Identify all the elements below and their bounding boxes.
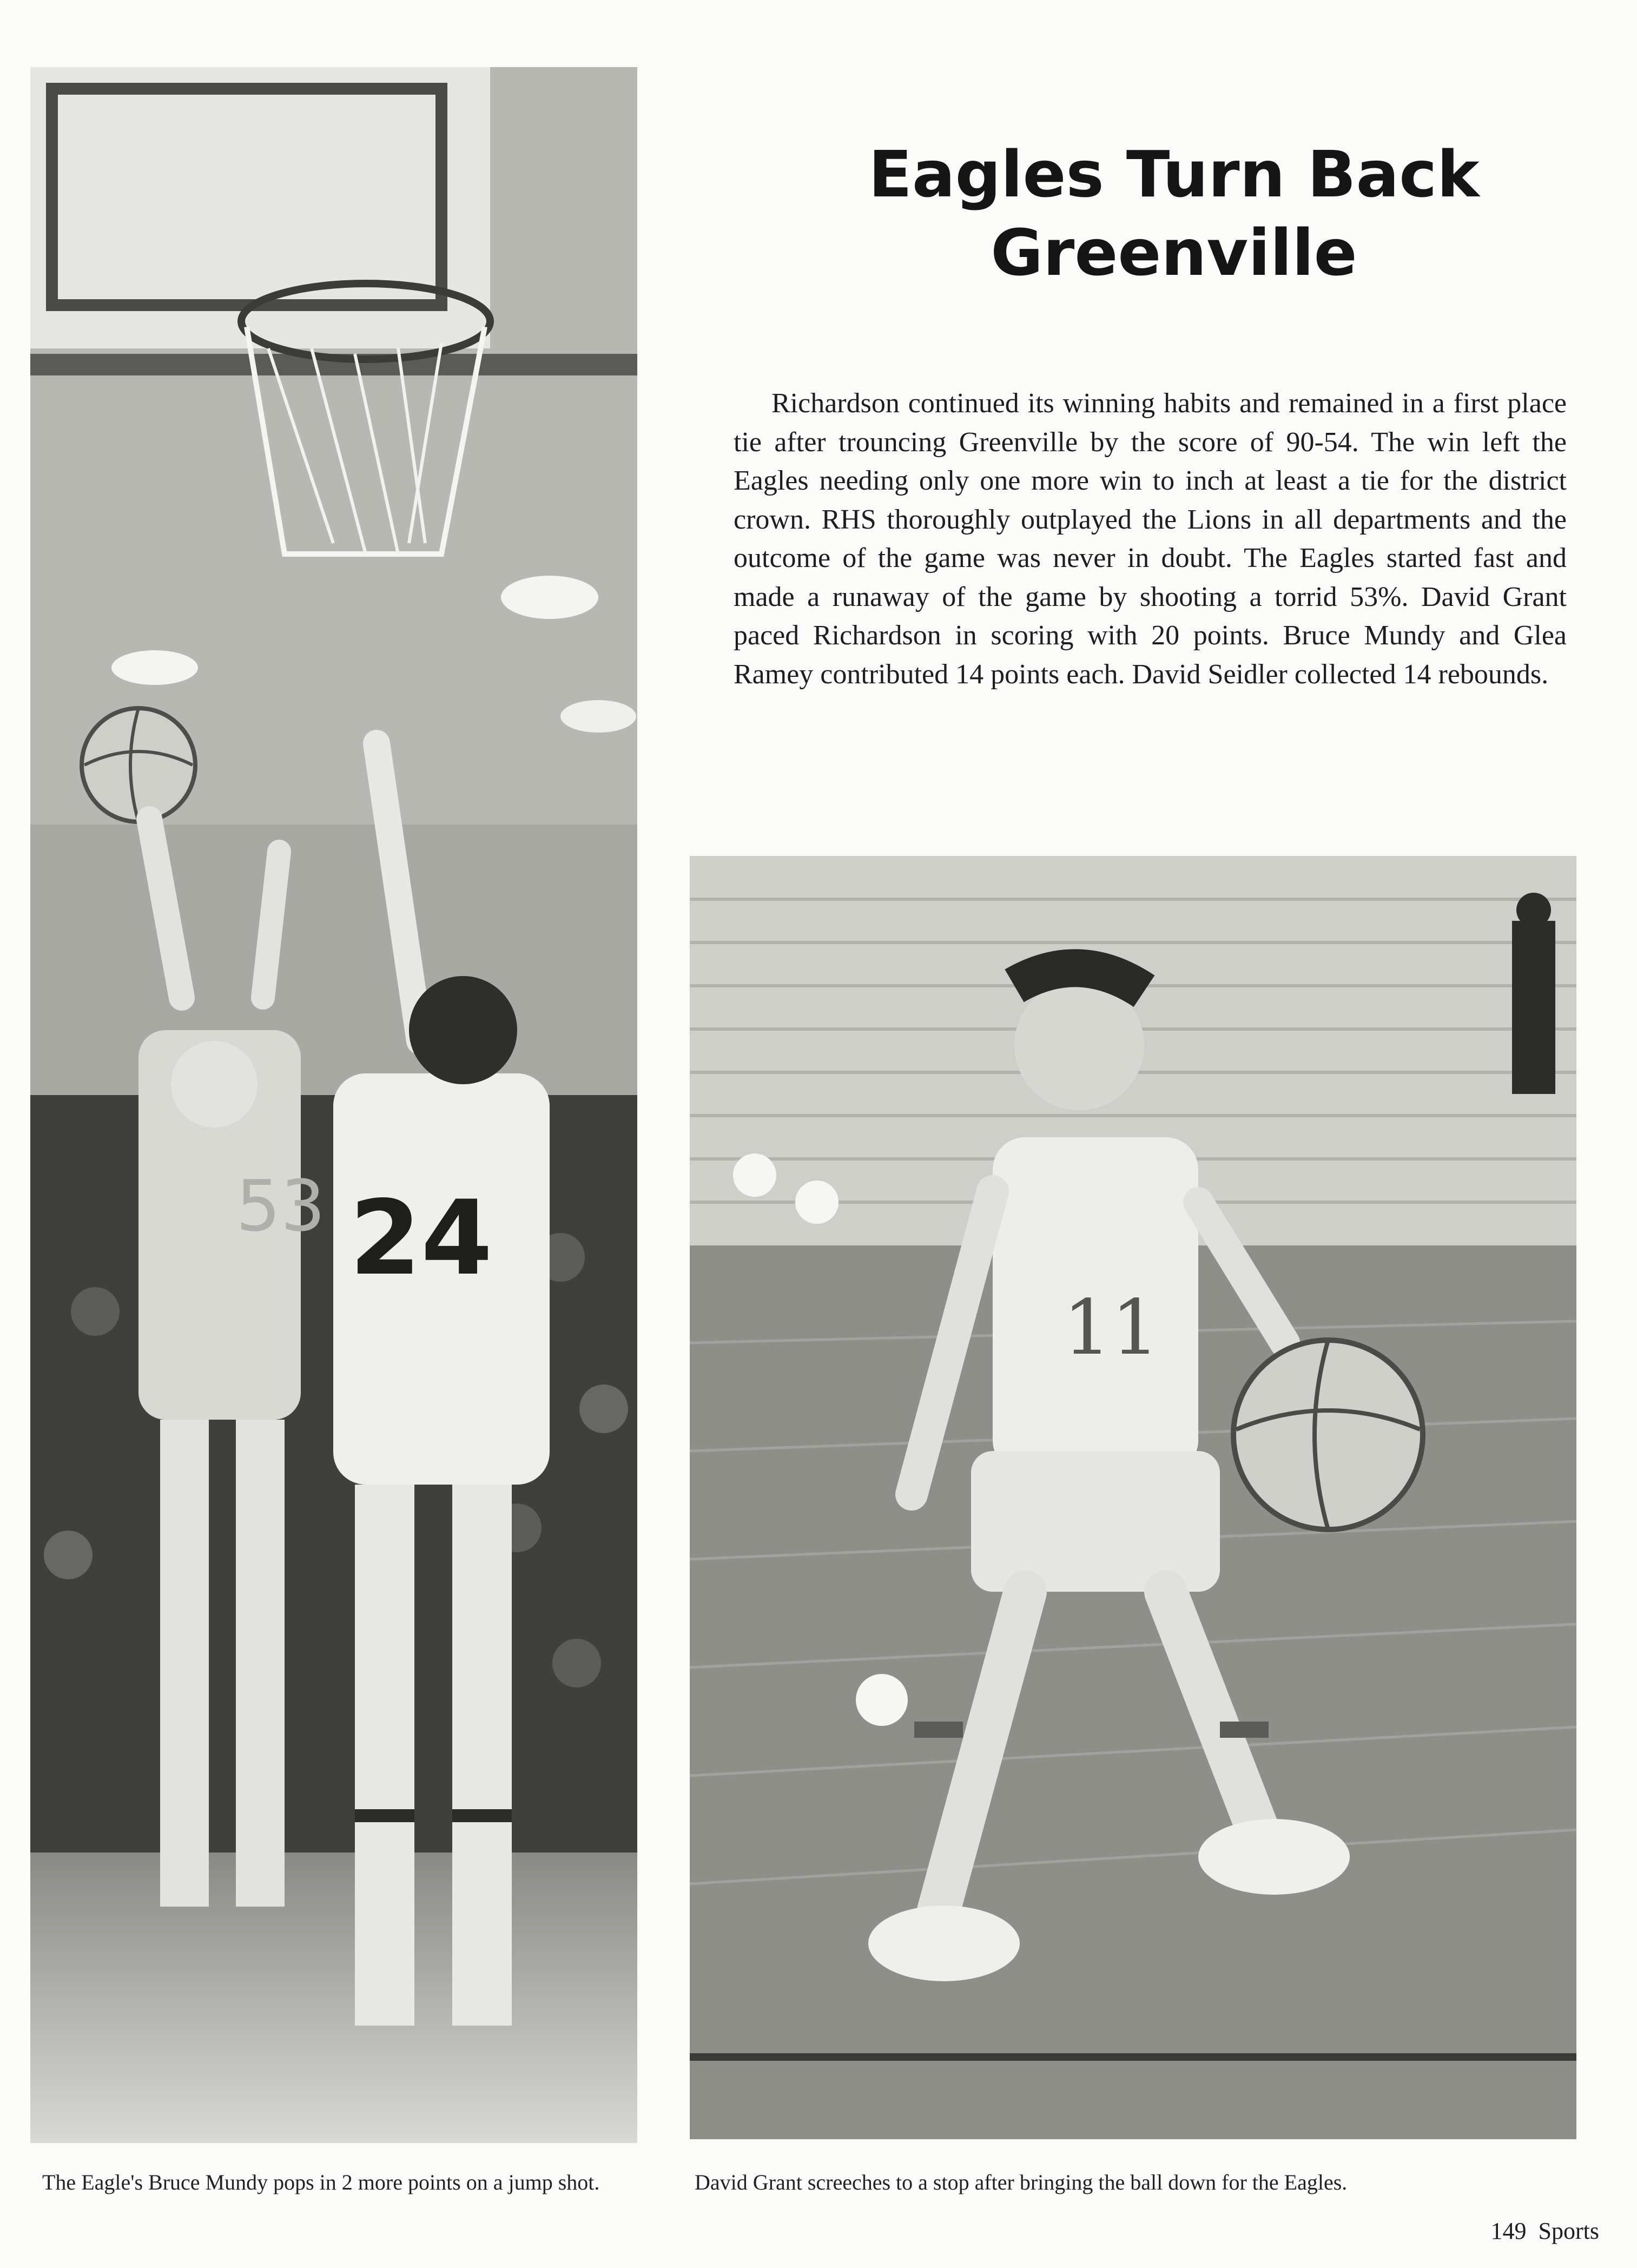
headline-line-2: Greenville: [991, 215, 1357, 290]
photo-jump-shot-image: [30, 67, 637, 2143]
svg-text:24: 24: [349, 1178, 493, 1298]
photo-dribble-image: [690, 856, 1576, 2139]
svg-text:11: 11: [1063, 1284, 1160, 1372]
page-footer: [1491, 2217, 1599, 2245]
svg-text:53: 53: [236, 1165, 326, 1247]
headline: [768, 135, 1580, 292]
caption-dribble: David Grant screeches to a stop after bringing the ball down for the Eagles.: [695, 2170, 1348, 2194]
section-label: Sports: [1538, 2218, 1599, 2244]
page-number: 149: [1490, 2218, 1527, 2244]
photo-dribble: [690, 856, 1576, 2139]
photo-jump-shot: [30, 67, 637, 2143]
caption-jump-shot: The Eagle's Bruce Mundy pops in 2 more points on a jump shot.: [42, 2170, 600, 2194]
article-body: Richardson continued its winning habits and remained in a first place tie after trouncing Greenville by the score of 90-54. The win left the Eagles needing only one more win to inch at least a tie for the district crown. RHS thoroughly outplayed the Lions in all departments and the outcome of the game was never in doubt. The Eagles started fast and made a runaway of the game by shooting a torrid 53%. David Grant paced Richardson in scoring with 20 points. Bruce Mundy and Glea Ramey contributed 14 points each. David Seidler collected 14 rebounds.: [734, 388, 1567, 690]
headline-line-1: Eagles Turn Back: [868, 137, 1480, 212]
